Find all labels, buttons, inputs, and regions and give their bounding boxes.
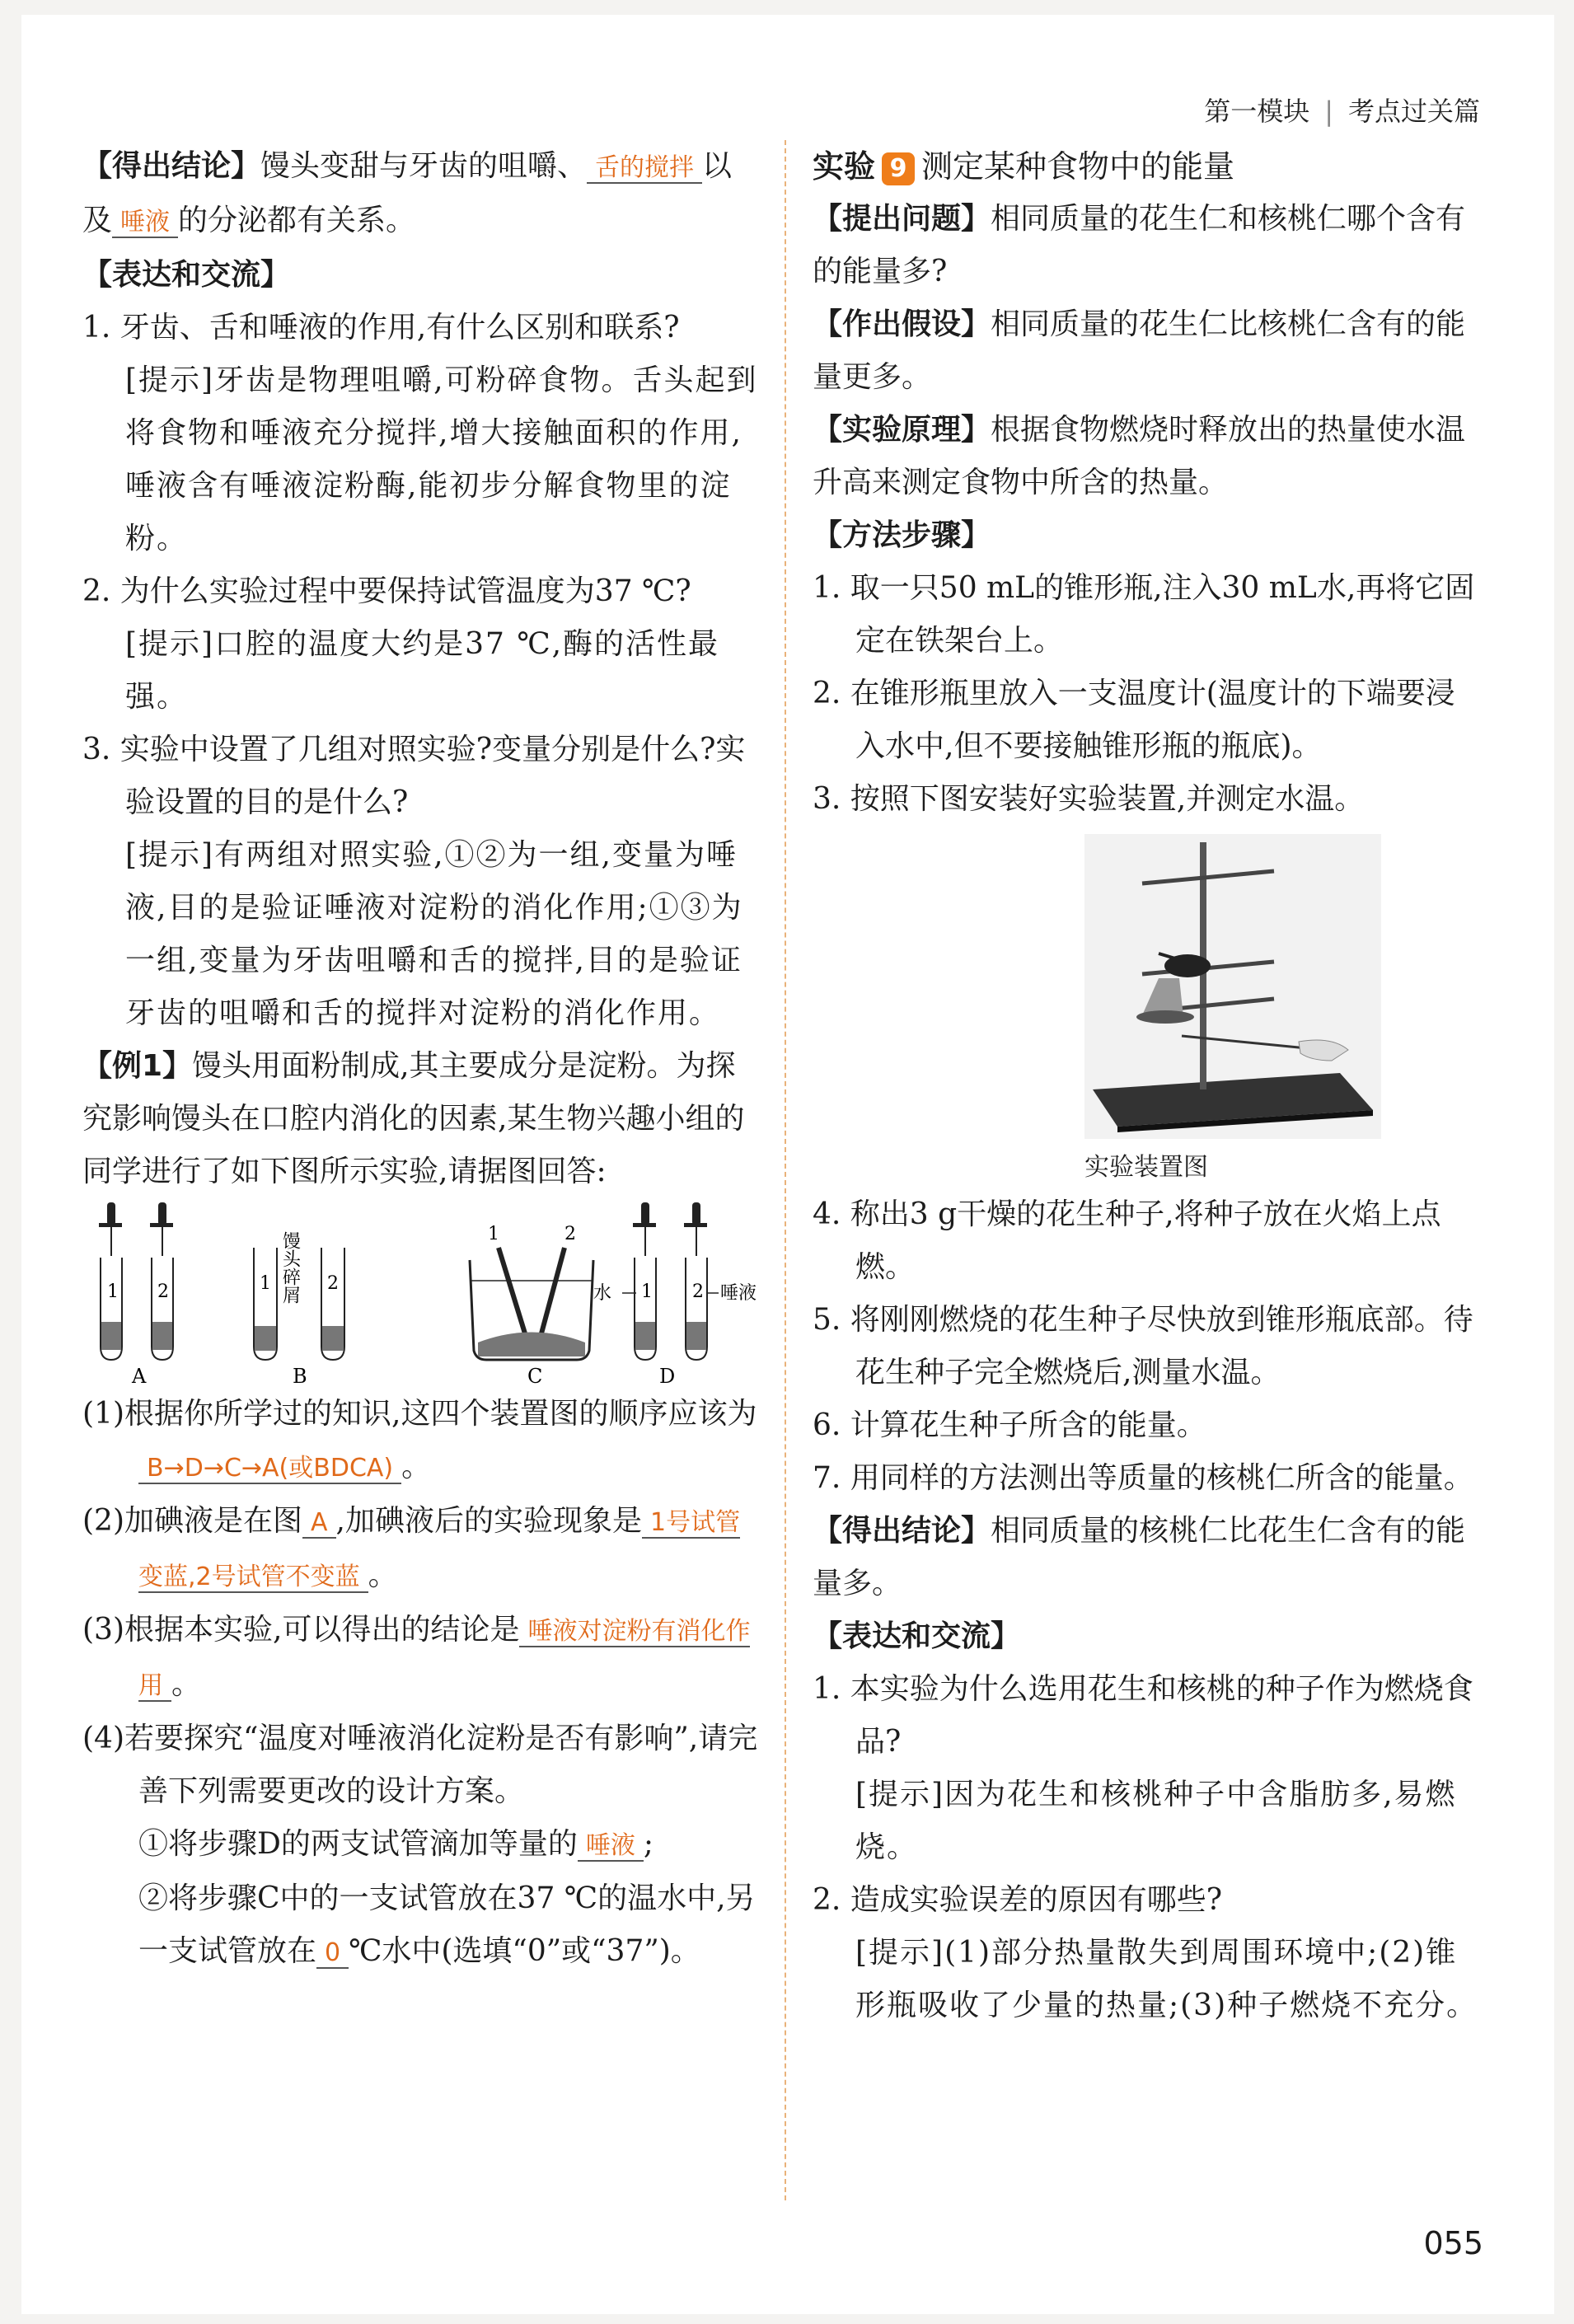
sub-question-4-1	[82, 1818, 758, 1872]
apparatus-d	[593, 1202, 757, 1388]
tube-1-label: 1	[488, 1224, 499, 1244]
hint-3	[82, 829, 758, 1040]
sub3-end: 。	[171, 1667, 202, 1701]
example-tag: 【例1】	[82, 1049, 193, 1083]
method-tag: 【方法步骤】	[813, 518, 991, 552]
apparatus-b	[254, 1231, 344, 1388]
conclusion-tag: 【得出结论】	[813, 1514, 991, 1548]
hint-text: (1)部分热量散失到周围环境中;(2)锥形瓶吸收了少量的热量;(3)种子燃烧不充分。	[855, 1936, 1478, 2022]
question-2: 2. 为什么实验过程中要保持试管温度为37 ℃?	[82, 574, 691, 608]
sub2-end: 。	[368, 1558, 398, 1592]
question-paragraph	[813, 193, 1480, 298]
experiment-title	[813, 140, 1480, 193]
sub2-text-b: ,加碘液后的实验现象是	[335, 1504, 642, 1538]
tube-1-label: 1	[641, 1281, 653, 1302]
tube-2-label: 2	[564, 1224, 576, 1244]
b-side-label: 馒头碎屑	[279, 1231, 301, 1304]
label-a: A	[132, 1365, 147, 1388]
step-4: 4. 称出3 g干燥的花生种子,将种子放在火焰上点燃。	[813, 1197, 1441, 1284]
answer-blank: 唾液	[578, 1831, 644, 1862]
hint-tag: [提示]	[125, 838, 215, 872]
step-5: 5. 将刚刚燃烧的花生种子尽快放到锥形瓶底部。待花生种子完全燃烧后,测量水温。	[813, 1303, 1473, 1389]
hint-tag: [提示]	[125, 363, 215, 397]
hint-text: 有两组对照实验,①②为一组,变量为唾液,目的是验证唾液对淀粉的消化作用;①③为一组,变量为牙齿咀嚼和舌的搅拌,目的是验证牙齿的咀嚼和舌的搅拌对淀粉的消化作用。	[125, 838, 743, 1030]
label-c: C	[527, 1365, 543, 1388]
hint-1	[82, 354, 758, 565]
page-number: 055	[1423, 2225, 1483, 2261]
step-2: 2. 在锥形瓶里放入一支温度计(温度计的下端要浸入水中,但不要接触锥形瓶的瓶底)。	[813, 677, 1455, 763]
express-tag: 【表达和交流】	[813, 1619, 1021, 1653]
sub1-text: (1)根据你所学过的知识,这四个装置图的顺序应该为	[82, 1397, 757, 1431]
express-question-1: 1. 本实验为什么选用花生和核桃的种子作为燃烧食品?	[813, 1672, 1473, 1759]
saliva-label: 唾液	[720, 1283, 757, 1304]
apparatus-photo	[813, 826, 1480, 1147]
example-1	[82, 1040, 758, 1198]
conclusion-paragraph	[82, 140, 758, 249]
express-hint-1	[813, 1769, 1480, 1874]
test-tube-diagram	[82, 1198, 758, 1388]
label-b: B	[293, 1365, 307, 1388]
hypothesis-text: 相同质量的花生仁比核桃仁含有的能量更多。	[813, 307, 1466, 394]
tube-1-label: 1	[107, 1281, 119, 1302]
express-question-2: 2. 造成实验误差的原因有哪些?	[813, 1883, 1223, 1917]
answer-blank: A	[302, 1508, 336, 1539]
answer-blank: 唾液	[112, 208, 178, 238]
test-tube-figure	[82, 1198, 758, 1388]
hint-tag: [提示]	[855, 1936, 945, 1970]
answer-blank: 0	[316, 1938, 349, 1969]
answer-blank: B→D→C→A(或BDCA)	[138, 1454, 401, 1484]
sub4-2-end: ℃水中(选填“0”或“37”)。	[349, 1934, 700, 1968]
answer-blank: 舌的搅拌	[587, 153, 702, 184]
label-d: D	[659, 1365, 676, 1388]
sub-question-3	[82, 1604, 758, 1713]
sub-question-4-2	[82, 1872, 758, 1980]
tube-2-label: 2	[692, 1281, 704, 1302]
conclusion-text-c: 的分泌都有关系。	[178, 204, 416, 237]
step-7: 7. 用同样的方法测出等质量的核桃仁所含的能量。	[813, 1461, 1473, 1495]
header-separator: |	[1324, 96, 1333, 127]
hint-text: 因为花生和核桃种子中含脂肪多,易燃烧。	[855, 1778, 1457, 1864]
sub4-1-end: ;	[643, 1827, 654, 1861]
running-header	[1204, 91, 1480, 129]
left-column	[82, 140, 758, 1980]
express-tag: 【表达和交流】	[82, 258, 291, 292]
hypothesis-paragraph	[813, 298, 1480, 404]
apparatus-c	[470, 1224, 593, 1388]
sub4-2-text: ②将步骤C中的一支试管放在37 ℃的温水中,另一支试管放在	[138, 1881, 756, 1968]
figure-caption: 实验装置图	[1084, 1153, 1208, 1182]
tube-2-label: 2	[327, 1273, 339, 1294]
sub3-text: (3)根据本实验,可以得出的结论是	[82, 1613, 520, 1647]
answer-blank: 唾液对淀粉有消化作用	[138, 1617, 751, 1700]
sub-question-4: (4)若要探究“温度对唾液消化淀粉是否有影响”,请完善下列需要更改的设计方案。	[82, 1722, 758, 1808]
principle-tag: 【实验原理】	[813, 413, 991, 447]
principle-text: 根据食物燃烧时释放出的热量使水温升高来测定食物中所含的热量。	[813, 413, 1466, 499]
section-label: 考点过关篇	[1347, 96, 1480, 127]
principle-paragraph	[813, 404, 1480, 509]
hint-2	[82, 618, 758, 724]
sub4-1-text: ①将步骤D的两支试管滴加等量的	[138, 1827, 578, 1861]
hypothesis-tag: 【作出假设】	[813, 307, 991, 341]
conclusion-text-a: 馒头变甜与牙齿的咀嚼、	[260, 149, 588, 183]
hint-tag: [提示]	[125, 627, 215, 661]
hint-tag: [提示]	[855, 1778, 945, 1811]
step-3: 3. 按照下图安装好实验装置,并测定水温。	[813, 782, 1365, 816]
step-6: 6. 计算花生种子所含的能量。	[813, 1408, 1206, 1442]
apparatus-illustration	[813, 826, 1480, 1147]
module-label: 第一模块	[1204, 96, 1310, 127]
question-3: 3. 实验中设置了几组对照实验?变量分别是什么?实验设置的目的是什么?	[82, 733, 746, 819]
water-label: 水	[593, 1283, 612, 1304]
step-1: 1. 取一只50 mL的锥形瓶,注入30 mL水,再将它固定在铁架台上。	[813, 571, 1475, 658]
right-column	[813, 140, 1480, 2032]
sub-question-2	[82, 1495, 758, 1604]
sub1-end: 。	[401, 1450, 432, 1483]
experiment-label: 实验	[813, 148, 876, 185]
example-text: 馒头用面粉制成,其主要成分是淀粉。为探究影响馒头在口腔内消化的因素,某生物兴趣小组的同学进行了如下图所示实验,请据图回答:	[82, 1049, 745, 1188]
express-hint-2	[813, 1927, 1480, 2032]
sub2-text: (2)加碘液是在图	[82, 1504, 302, 1538]
conclusion-text-b: 以及	[82, 149, 733, 237]
sub-question-1	[82, 1388, 758, 1495]
conclusion-tag: 【得出结论】	[82, 149, 261, 183]
question-tag: 【提出问题】	[813, 202, 991, 236]
conclusion-paragraph	[813, 1505, 1480, 1610]
tube-1-label: 1	[260, 1273, 271, 1294]
experiment-title-text: 测定某种食物中的能量	[921, 148, 1235, 185]
conclusion-text: 相同质量的核桃仁比花生仁含有的能量多。	[813, 1514, 1466, 1600]
experiment-number-badge: 9	[882, 152, 915, 185]
question-text: 相同质量的花生仁和核桃仁哪个含有的能量多?	[813, 202, 1466, 288]
answer-blank: 1号试管变蓝,2号试管不变蓝	[138, 1508, 741, 1591]
hint-text: 口腔的温度大约是37 ℃,酶的活性最强。	[125, 627, 720, 714]
question-1: 1. 牙齿、舌和唾液的作用,有什么区别和联系?	[82, 311, 680, 344]
tube-2-label: 2	[157, 1281, 169, 1302]
hint-text: 牙齿是物理咀嚼,可粉碎食物。舌头起到将食物和唾液充分搅拌,增大接触面积的作用,唾液含有唾液淀粉酶,能初步分解食物里的淀粉。	[125, 363, 758, 555]
apparatus-a	[99, 1202, 173, 1388]
column-divider	[785, 140, 786, 2200]
